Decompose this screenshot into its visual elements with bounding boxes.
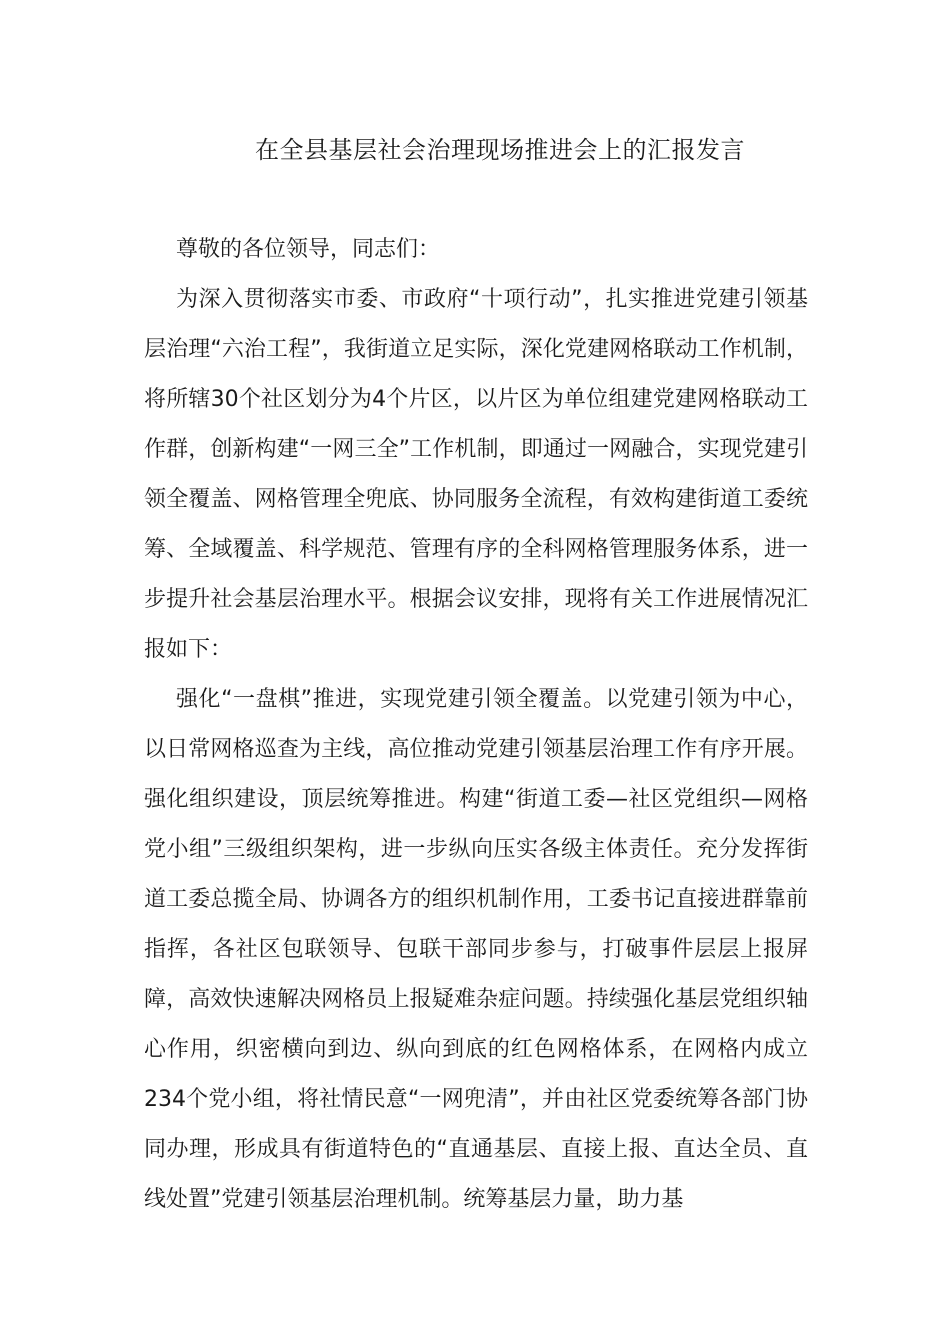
document-title: 在全县基层社会治理现场推进会上的汇报发言 xyxy=(255,136,745,164)
paragraph-section-1: 强化“一盘棋”推进，实现党建引领全覆盖。以党建引领为中心，以日常网格巡查为主线，高位推动党建引领基层治理工作有序开展。强化组织建设，顶层统筹推进。构建“街道工委—社区党组织—网格党小组”三级组织架构，进一步纵向压实各级主体责任。充分发挥街道工委总揽全局、协调各方的组织机制作用，工委书记直接进群靠前指挥，各社区包联领导、包联干部同步参与，打破事件层层上报屏障，高效快速解决网格员上报疑难杂症问题。持续强化基层党组织轴心作用，织密横向到边、纵向到底的红色网格体系，在网格内成立234个党小组，将社情民意“一网兜清”，并由社区党委统筹各部门协同办理，形成具有街道特色的“直通基层、直接上报、直达全员、直线处置”党建引领基层治理机制。统筹基层力量，助力基 xyxy=(144,687,808,1212)
paragraph-intro: 为深入贯彻落实市委、市政府“十项行动”，扎实推进党建引领基层治理“六治工程”，我街道立足实际，深化党建网格联动工作机制，将所辖30个社区划分为4个片区，以片区为单位组建党建网格联动工作群，创新构建“一网三全”工作机制，即通过一网融合，实现党建引领全覆盖、网格管理全兜底、协同服务全流程，有效构建街道工委统筹、全域覆盖、科学规范、管理有序的全科网格管理服务体系，进一步提升社会基层治理水平。根据会议安排，现将有关工作进展情况汇报如下： xyxy=(144,287,808,662)
salutation: 尊敬的各位领导，同志们： xyxy=(176,237,441,262)
document-body xyxy=(144,225,808,1225)
